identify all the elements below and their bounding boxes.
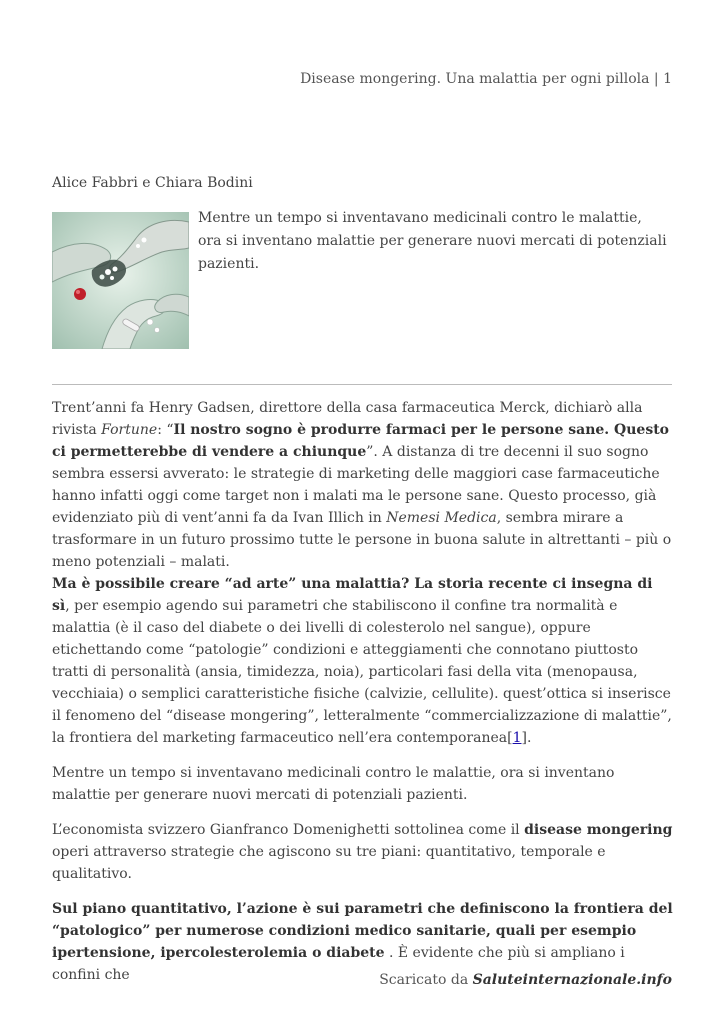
- paragraph-4: Sul piano quantitativo, l’azione è sui parametri che definiscono la frontiera del “patologico” per numerose condizioni medico sanitarie, quali per esempio ipertensione, ipercolesterolemia o diabete . È evidente che più si ampliano i confini che: [52, 901, 673, 983]
- article-authors: Alice Fabbri e Chiara Bodini: [52, 175, 253, 191]
- article-body: [52, 397, 673, 999]
- paragraph-3: L’economista svizzero Gianfranco Domenighetti sottolinea come il disease mongering operi attraverso strategie che agiscono su tre piani: quantitativo, temporale e qualitativo.: [52, 822, 673, 882]
- section-divider: [52, 384, 672, 385]
- page-header: Disease mongering. Una malattia per ogni pillola | 1: [300, 71, 672, 87]
- bold-question: Ma è possibile creare “ad arte” una malattia? La storia recente ci insegna di sì: [52, 576, 653, 614]
- hands-pills-illustration: [52, 212, 189, 349]
- paragraph-2: Mentre un tempo si inventavano medicinali contro le malattie, ora si inventano malattie per generare nuovi mercati di potenziali pazienti.: [52, 765, 615, 803]
- gadsen-quote: Il nostro sogno è produrre farmaci per le persone sane. Questo ci permetterebbe di vendere a chiunque: [52, 422, 670, 460]
- disease-mongering-term: disease mongering: [524, 822, 673, 838]
- footnote-link[interactable]: 1: [512, 730, 522, 746]
- quantitative-plane-heading: Sul piano quantitativo, l’azione è sui parametri che definiscono la frontiera del “patologico” per numerose condizioni medico sanitarie, quali per esempio ipertensione, ipercolesterolemia o diabete: [52, 901, 673, 961]
- page-footer: Scaricato da Saluteinternazionale.info: [379, 972, 672, 988]
- source-site: Saluteinternazionale.info: [472, 972, 672, 988]
- paragraph-1: Trent’anni fa Henry Gadsen, direttore della casa farmaceutica Merck, dichiarò alla rivista Fortune: “Il nostro sogno è produrre farmaci per le persone sane. Questo ci permetterebbe di vendere a chiunque”. A distanza di tre decenni il suo sogno sembra essersi avverato: le strategie di marketing delle maggiori case farmaceutiche hanno infatti oggi come target non i malati ma le persone sane. Questo processo, già evidenziato più di vent’anni fa da Ivan Illich in Nemesi Medica, sembra mirare a trasformare in un futuro prossimo tutte le persone in buona salute in altrettanti – più o meno potenziali – malati. Ma è possibile creare “ad arte” una malattia? La storia recente ci insegna di sì, per esempio agendo sui parametri che stabiliscono il confine tra normalità e malattia (è il caso del diabete o dei livelli di colesterolo nel sangue), oppure etichettando come “patologie” condizioni e atteggiamenti che connotano piuttosto tratti di personalità (ansia, timidezza, noia), particolari fasi della vita (menopausa, vecchiaia) o semplici caratteristiche fisiche (calvizie, cellulite). quest’ottica si inserisce il fenomeno del “disease mongering”, letteralmente “commercializzazione di malattie”, la frontiera del marketing farmaceutico nell’era contemporanea[1].: [52, 400, 672, 746]
- article-intro: Mentre un tempo si inventavano medicinali contro le malattie, ora si inventano malattie per generare nuovi mercati di potenziali pazienti.: [198, 210, 667, 272]
- book-title: Nemesi Medica: [386, 510, 497, 526]
- article-thumbnail-image: [52, 212, 189, 349]
- magazine-name: Fortune: [101, 422, 158, 438]
